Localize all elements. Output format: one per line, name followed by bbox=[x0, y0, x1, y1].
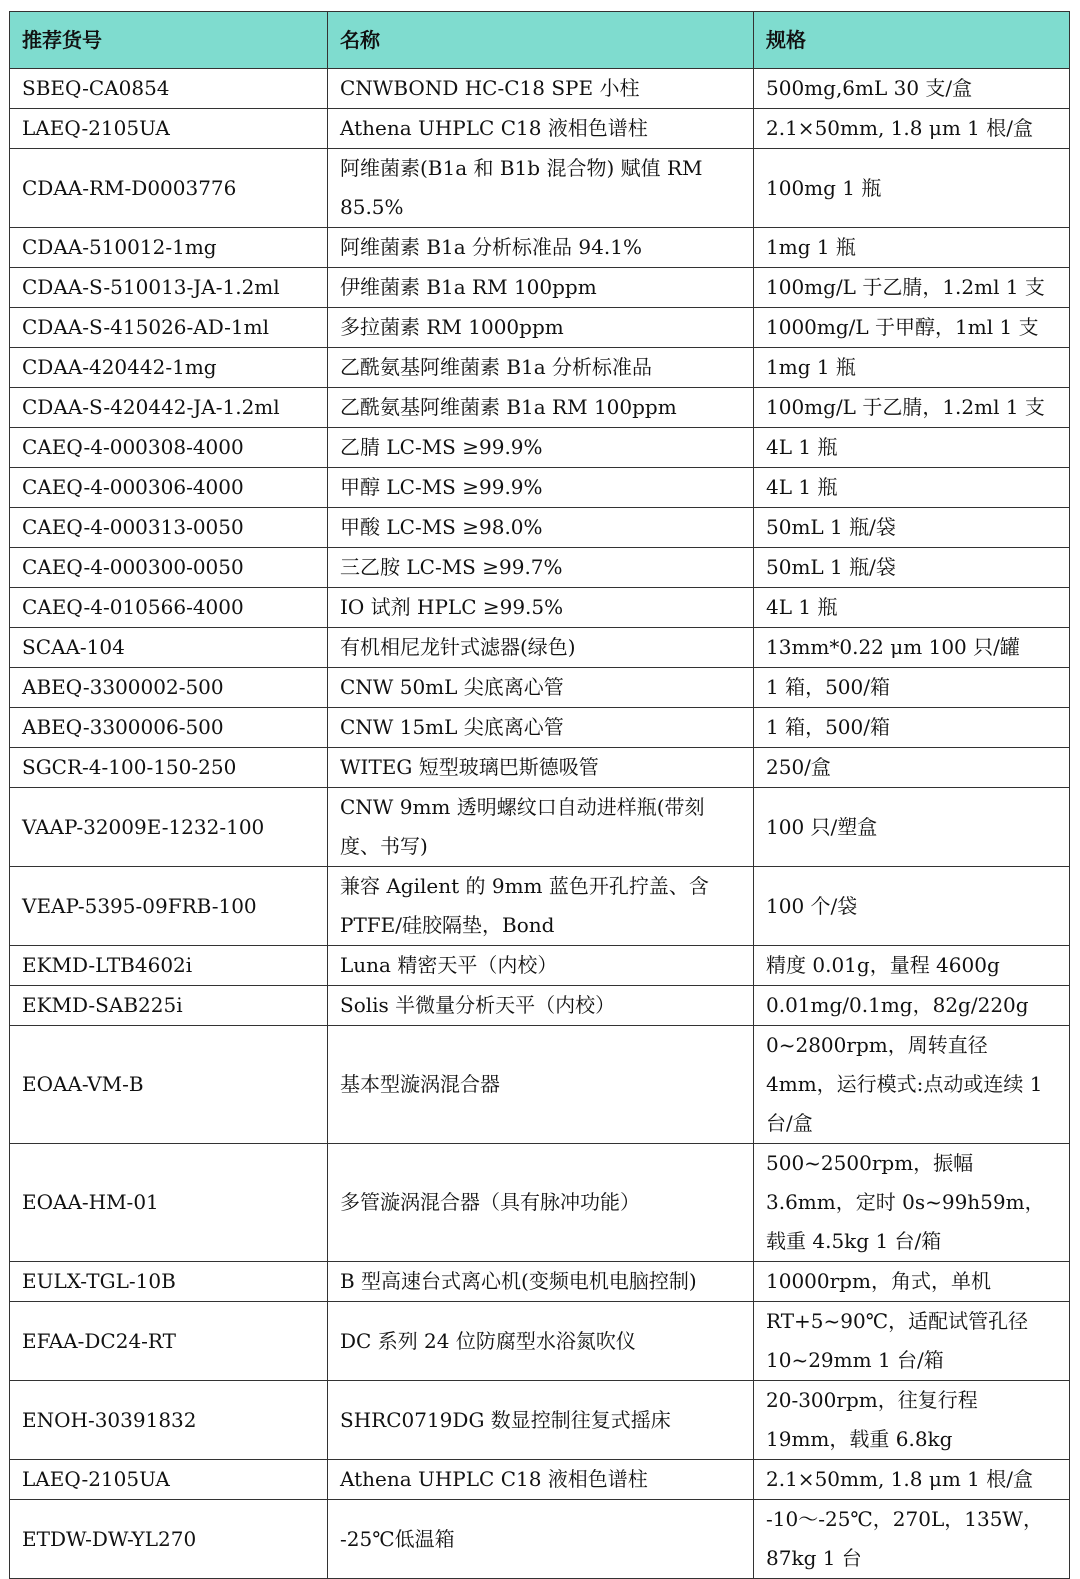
cell-spec: 2.1×50mm, 1.8 μm 1 根/盒 bbox=[754, 1460, 1070, 1500]
cell-name: 伊维菌素 B1a RM 100ppm bbox=[328, 268, 754, 308]
cell-item-number: CDAA-510012-1mg bbox=[10, 228, 328, 268]
cell-item-number: CDAA-S-510013-JA-1.2ml bbox=[10, 268, 328, 308]
cell-item-number: EFAA-DC24-RT bbox=[10, 1302, 328, 1381]
cell-item-number: ABEQ-3300006-500 bbox=[10, 708, 328, 748]
cell-name: 有机相尼龙针式滤器(绿色) bbox=[328, 628, 754, 668]
table-row bbox=[10, 1144, 1070, 1262]
cell-item-number: SCAA-104 bbox=[10, 628, 328, 668]
table-row bbox=[10, 1302, 1070, 1381]
cell-item-number: CAEQ-4-010566-4000 bbox=[10, 588, 328, 628]
cell-spec: 0.01mg/0.1mg，82g/220g bbox=[754, 986, 1070, 1026]
cell-item-number: LAEQ-2105UA bbox=[10, 109, 328, 149]
cell-name: CNW 50mL 尖底离心管 bbox=[328, 668, 754, 708]
cell-spec: 50mL 1 瓶/袋 bbox=[754, 548, 1070, 588]
cell-item-number: VEAP-5395-09FRB-100 bbox=[10, 867, 328, 946]
table-body bbox=[10, 69, 1070, 1579]
cell-name: 乙腈 LC-MS ≥99.9% bbox=[328, 428, 754, 468]
cell-spec: 100mg/L 于乙腈，1.2ml 1 支 bbox=[754, 268, 1070, 308]
cell-name: 兼容 Agilent 的 9mm 蓝色开孔拧盖、含 PTFE/硅胶隔垫，Bond bbox=[328, 867, 754, 946]
cell-name: 甲醇 LC-MS ≥99.9% bbox=[328, 468, 754, 508]
table-row bbox=[10, 69, 1070, 109]
table-row bbox=[10, 708, 1070, 748]
table-row bbox=[10, 788, 1070, 867]
cell-item-number: LAEQ-2105UA bbox=[10, 1460, 328, 1500]
cell-spec: 0~2800rpm，周转直径 4mm，运行模式:点动或连续 1 台/盒 bbox=[754, 1026, 1070, 1144]
table-row bbox=[10, 748, 1070, 788]
cell-spec: 100mg 1 瓶 bbox=[754, 149, 1070, 228]
cell-item-number: EOAA-VM-B bbox=[10, 1026, 328, 1144]
cell-spec: 250/盒 bbox=[754, 748, 1070, 788]
cell-name: 甲酸 LC-MS ≥98.0% bbox=[328, 508, 754, 548]
cell-item-number: CDAA-RM-D0003776 bbox=[10, 149, 328, 228]
cell-item-number: EULX-TGL-10B bbox=[10, 1262, 328, 1302]
cell-spec: 13mm*0.22 μm 100 只/罐 bbox=[754, 628, 1070, 668]
table-row bbox=[10, 946, 1070, 986]
cell-spec: 100mg/L 于乙腈，1.2ml 1 支 bbox=[754, 388, 1070, 428]
cell-spec: 4L 1 瓶 bbox=[754, 468, 1070, 508]
table-row bbox=[10, 668, 1070, 708]
table-row bbox=[10, 508, 1070, 548]
product-table-container bbox=[9, 11, 1069, 1579]
cell-item-number: EKMD-SAB225i bbox=[10, 986, 328, 1026]
cell-name: 多拉菌素 RM 1000ppm bbox=[328, 308, 754, 348]
table-row bbox=[10, 588, 1070, 628]
cell-item-number: ABEQ-3300002-500 bbox=[10, 668, 328, 708]
cell-spec: 500~2500rpm，振幅 3.6mm，定时 0s~99h59m，载重 4.5kg 1 台/箱 bbox=[754, 1144, 1070, 1262]
cell-item-number: EKMD-LTB4602i bbox=[10, 946, 328, 986]
cell-spec: 2.1×50mm, 1.8 μm 1 根/盒 bbox=[754, 109, 1070, 149]
cell-name: Athena UHPLC C18 液相色谱柱 bbox=[328, 1460, 754, 1500]
cell-item-number: VAAP-32009E-1232-100 bbox=[10, 788, 328, 867]
cell-spec: 100 只/塑盒 bbox=[754, 788, 1070, 867]
cell-name: CNW 9mm 透明螺纹口自动进样瓶(带刻度、书写) bbox=[328, 788, 754, 867]
cell-spec: 10000rpm，角式，单机 bbox=[754, 1262, 1070, 1302]
table-row bbox=[10, 628, 1070, 668]
cell-name: DC 系列 24 位防腐型水浴氮吹仪 bbox=[328, 1302, 754, 1381]
cell-name: -25℃低温箱 bbox=[328, 1500, 754, 1579]
cell-item-number: ENOH-30391832 bbox=[10, 1381, 328, 1460]
table-row bbox=[10, 548, 1070, 588]
cell-spec: 500mg,6mL 30 支/盒 bbox=[754, 69, 1070, 109]
cell-name: Athena UHPLC C18 液相色谱柱 bbox=[328, 109, 754, 149]
cell-spec: 100 个/袋 bbox=[754, 867, 1070, 946]
table-row bbox=[10, 1500, 1070, 1579]
cell-item-number: CAEQ-4-000300-0050 bbox=[10, 548, 328, 588]
cell-item-number: SBEQ-CA0854 bbox=[10, 69, 328, 109]
cell-item-number: SGCR-4-100-150-250 bbox=[10, 748, 328, 788]
cell-name: 乙酰氨基阿维菌素 B1a RM 100ppm bbox=[328, 388, 754, 428]
cell-spec: 50mL 1 瓶/袋 bbox=[754, 508, 1070, 548]
cell-name: CNWBOND HC-C18 SPE 小柱 bbox=[328, 69, 754, 109]
cell-name: Solis 半微量分析天平（内校） bbox=[328, 986, 754, 1026]
table-row bbox=[10, 468, 1070, 508]
table-row bbox=[10, 149, 1070, 228]
header-spec: 规格 bbox=[754, 12, 1070, 69]
header-name: 名称 bbox=[328, 12, 754, 69]
table-row bbox=[10, 308, 1070, 348]
cell-spec: 1 箱，500/箱 bbox=[754, 668, 1070, 708]
cell-spec: 4L 1 瓶 bbox=[754, 428, 1070, 468]
cell-name: 阿维菌素 B1a 分析标准品 94.1% bbox=[328, 228, 754, 268]
header-row bbox=[10, 12, 1070, 69]
cell-item-number: CDAA-S-420442-JA-1.2ml bbox=[10, 388, 328, 428]
cell-name: Luna 精密天平（内校） bbox=[328, 946, 754, 986]
cell-name: IO 试剂 HPLC ≥99.5% bbox=[328, 588, 754, 628]
cell-spec: 1mg 1 瓶 bbox=[754, 348, 1070, 388]
cell-item-number: EOAA-HM-01 bbox=[10, 1144, 328, 1262]
cell-spec: 4L 1 瓶 bbox=[754, 588, 1070, 628]
cell-spec: RT+5~90℃，适配试管孔径 10~29mm 1 台/箱 bbox=[754, 1302, 1070, 1381]
cell-name: SHRC0719DG 数显控制往复式摇床 bbox=[328, 1381, 754, 1460]
cell-spec: 20-300rpm，往复行程 19mm，载重 6.8kg bbox=[754, 1381, 1070, 1460]
cell-name: 基本型漩涡混合器 bbox=[328, 1026, 754, 1144]
table-row bbox=[10, 1262, 1070, 1302]
cell-name: 三乙胺 LC-MS ≥99.7% bbox=[328, 548, 754, 588]
cell-spec: -10～-25℃，270L，135W，87kg 1 台 bbox=[754, 1500, 1070, 1579]
table-row bbox=[10, 1381, 1070, 1460]
cell-item-number: CAEQ-4-000306-4000 bbox=[10, 468, 328, 508]
table-row bbox=[10, 867, 1070, 946]
cell-name: WITEG 短型玻璃巴斯德吸管 bbox=[328, 748, 754, 788]
header-item-number: 推荐货号 bbox=[10, 12, 328, 69]
table-row bbox=[10, 268, 1070, 308]
cell-item-number: CAEQ-4-000308-4000 bbox=[10, 428, 328, 468]
cell-name: CNW 15mL 尖底离心管 bbox=[328, 708, 754, 748]
table-row bbox=[10, 228, 1070, 268]
cell-item-number: ETDW-DW-YL270 bbox=[10, 1500, 328, 1579]
table-header bbox=[10, 12, 1070, 69]
table-row bbox=[10, 1460, 1070, 1500]
table-row bbox=[10, 1026, 1070, 1144]
table-row bbox=[10, 428, 1070, 468]
cell-spec: 精度 0.01g，量程 4600g bbox=[754, 946, 1070, 986]
cell-item-number: CDAA-S-415026-AD-1ml bbox=[10, 308, 328, 348]
cell-spec: 1 箱，500/箱 bbox=[754, 708, 1070, 748]
cell-spec: 1000mg/L 于甲醇，1ml 1 支 bbox=[754, 308, 1070, 348]
cell-spec: 1mg 1 瓶 bbox=[754, 228, 1070, 268]
cell-name: B 型高速台式离心机(变频电机电脑控制) bbox=[328, 1262, 754, 1302]
table-row bbox=[10, 109, 1070, 149]
cell-name: 阿维菌素(B1a 和 B1b 混合物) 赋值 RM 85.5% bbox=[328, 149, 754, 228]
table-row bbox=[10, 348, 1070, 388]
cell-name: 乙酰氨基阿维菌素 B1a 分析标准品 bbox=[328, 348, 754, 388]
product-table bbox=[9, 11, 1070, 1579]
cell-item-number: CAEQ-4-000313-0050 bbox=[10, 508, 328, 548]
table-row bbox=[10, 986, 1070, 1026]
cell-item-number: CDAA-420442-1mg bbox=[10, 348, 328, 388]
table-row bbox=[10, 388, 1070, 428]
cell-name: 多管漩涡混合器（具有脉冲功能） bbox=[328, 1144, 754, 1262]
